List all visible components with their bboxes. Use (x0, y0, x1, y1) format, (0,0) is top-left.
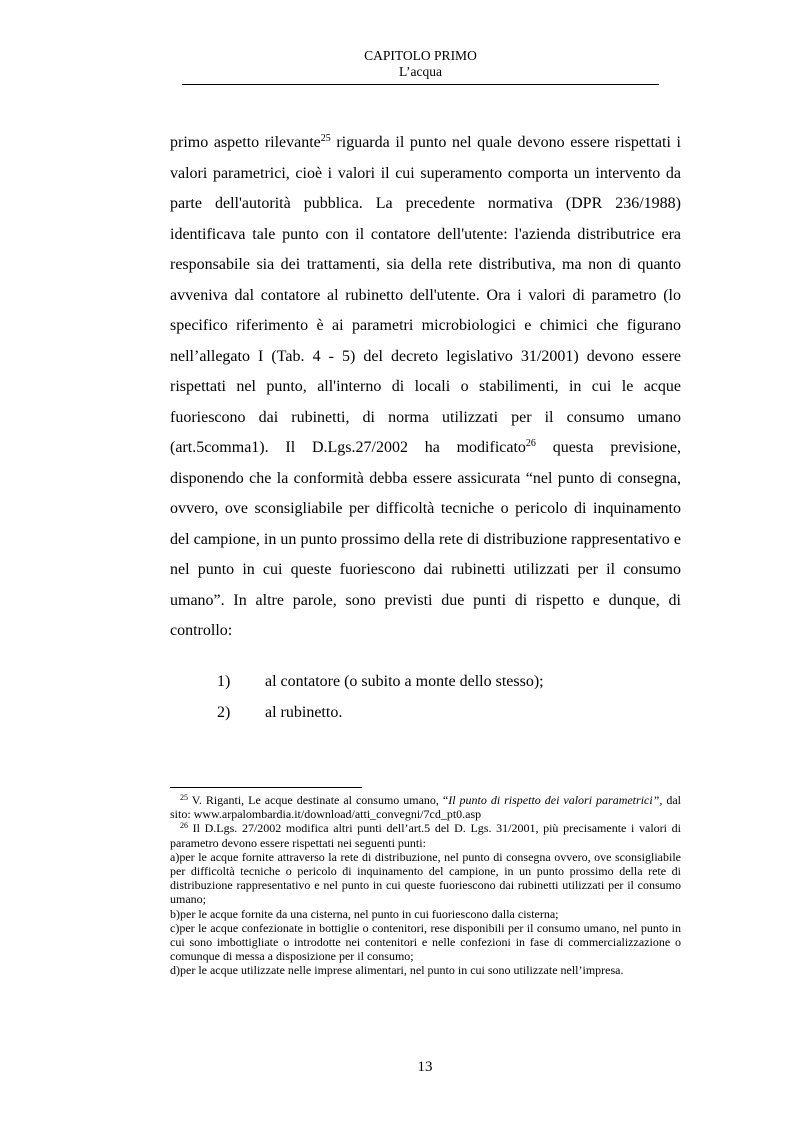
body-paragraph (170, 128, 681, 647)
chapter-title: CAPITOLO PRIMO (364, 48, 477, 63)
list-item (170, 667, 681, 698)
list-item (170, 698, 681, 729)
list-item-text: al rubinetto. (265, 703, 343, 721)
running-header (182, 48, 659, 80)
list-item-text: al contatore (o subito a monte dello stesso); (265, 673, 544, 690)
control-points-list (170, 667, 681, 728)
body-text-part-2: riguarda il punto nel quale devono essere rispettati i valori parametrici, cioè i valori il cui superamento comporta un intervento da parte dell'autorità pubblica. La precedente normativa (DPR 236/1988) identificava tale punto con il contatore dell'utente: l'azienda distributrice era responsabile sia dei trattamenti, sia della rete distributiva, ma non di quanto avveniva dal contatore al rubinetto dell'utente. Ora i valori di parametro (lo specifico riferimento è ai parametri microbiologici e chimici che figurano nell’allegato I (Tab. 4 - 5) del decreto legislativo 31/2001) devono essere rispettati nel punto, all'interno di locali o stabilimenti, in cui le acque fuoriescono dai rubinetti, di norma utilizzati per il consumo umano (art.5comma1). Il D.Lgs.27/2002 ha modificato (170, 134, 682, 456)
footnotes (170, 793, 681, 978)
footnote-source-url[interactable]: dal sito: www.arpalombardia.it/download/atti_convegni/7cd_pt0.asp (170, 793, 681, 822)
page-number: 13 (417, 1059, 433, 1075)
footnote-number: 25 (180, 793, 188, 802)
footnote-26-item-a: a)per le acque fornite attraverso la rete di distribuzione, nel punto di consegna ovvero, ove sconsigliabile per difficoltà tecniche o pericolo di inquinamento del campione, in un punto prossimo della rete di distribuzione rappresentativo e nel punto in cui queste fuoriescono dai rubinetti utilizzati per il consumo umano; (170, 849, 681, 907)
footnote-rule (170, 787, 362, 788)
footnote-text: Il D.Lgs. 27/2002 modifica altri punti dell’art.5 del D. Lgs. 31/2001, più precisamente i valori di parametro devono essere rispettati nei seguenti punti: (170, 821, 681, 850)
body-text-part-3: questa previsione, disponendo che la conformità debba essere assicurata “nel punto di consegna, ovvero, ove sconsigliabile per difficoltà tecniche o pericolo di inquinamento del campione, in un punto prossimo della rete di distribuzione rappresentativo e nel punto in cui queste fuoriescono dai rubinetti utilizzati per il consumo umano”. In altre parole, sono previsti due punti di rispetto e dunque, di controllo: (170, 439, 681, 639)
footnote-26-item-d: d)per le acque utilizzate nelle imprese alimentari, nel punto in cui sono utilizzate nell’impresa. (170, 963, 624, 978)
footnote-25 (170, 793, 681, 821)
footnote-26-item-c: c)per le acque confezionate in bottiglie o contenitori, rese disponibili per il consumo umano, nel punto in cui sono imbottigliate o introdotte nei contenitori e nelle confezioni in fase di commercializzazione o comunque di messa a disposizione per il consumo; (170, 920, 681, 964)
footnote-ref-26[interactable]: 26 (525, 438, 536, 449)
footnote-26-item-b: b)per le acque fornite da una cisterna, nel punto in cui fuoriescono dalla cisterna; (170, 906, 559, 921)
footnote-text: V. Riganti, Le acque destinate al consumo umano, “ (188, 793, 449, 807)
list-item-number: 1) (217, 673, 231, 690)
footnote-ref-25[interactable]: 25 (320, 133, 331, 144)
list-item-number: 2) (217, 703, 231, 721)
body-text-part-1: primo aspetto rilevante (170, 134, 321, 151)
footnote-italic-title: Il punto di rispetto dei valori parametrici”, (448, 793, 663, 807)
footnote-number: 26 (180, 821, 188, 831)
chapter-subtitle: L’acqua (399, 64, 442, 79)
footnote-26 (170, 821, 681, 849)
header-rule (182, 84, 659, 85)
